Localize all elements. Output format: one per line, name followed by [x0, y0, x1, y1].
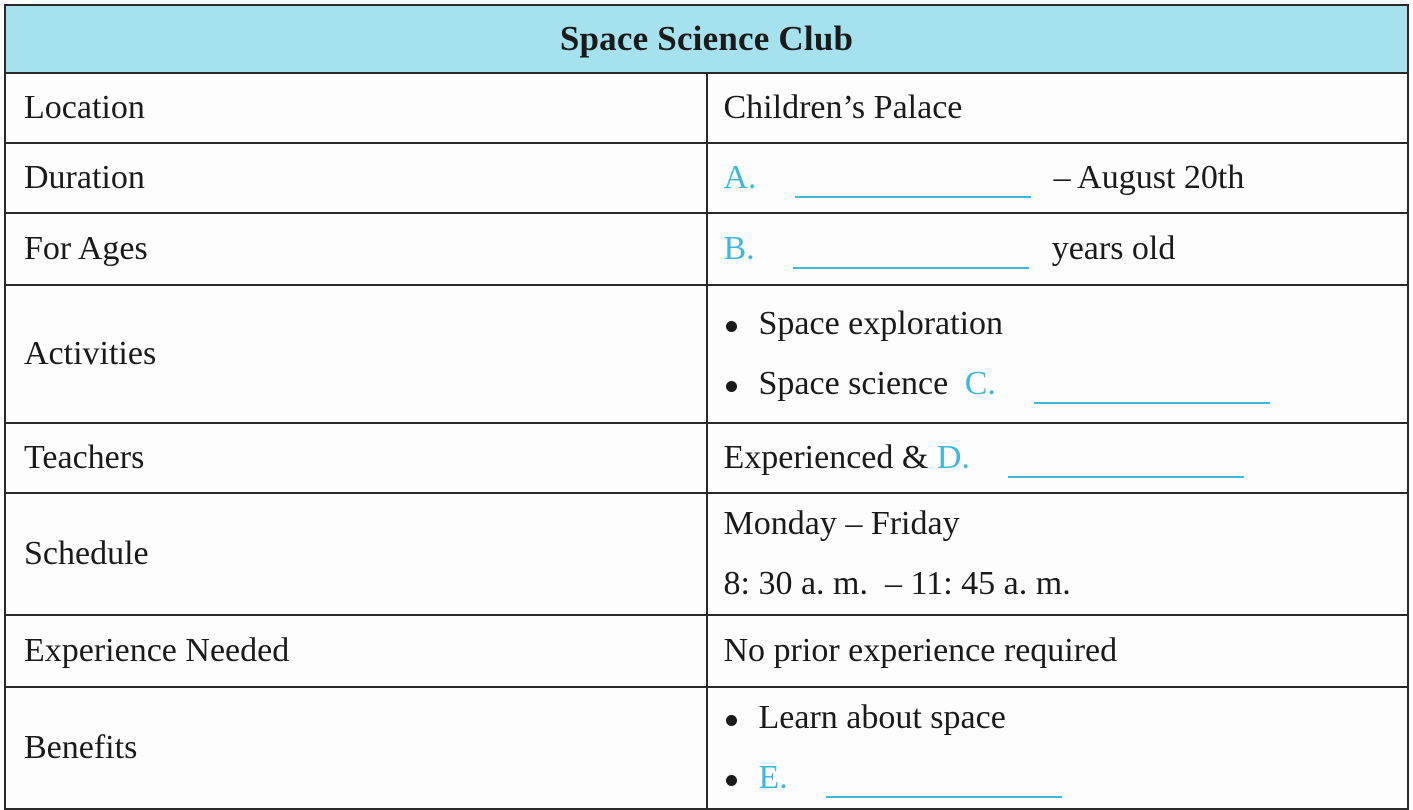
table-row-experience	[5, 615, 1408, 687]
bullet-icon	[726, 715, 737, 726]
row-value-duration	[707, 143, 1409, 213]
ages-suffix: years old	[1051, 229, 1176, 267]
list-item	[708, 354, 1408, 414]
bullet-icon	[726, 321, 737, 332]
list-item	[708, 294, 1408, 354]
blank-line-c[interactable]	[1034, 402, 1270, 404]
benefit-item-1: Learn about space	[758, 699, 1006, 736]
list-item	[708, 748, 1408, 808]
duration-suffix: – August 20th	[1053, 158, 1245, 196]
blank-line-e[interactable]	[826, 796, 1062, 798]
row-value-experience: No prior experience required	[707, 615, 1409, 687]
schedule-times: 8: 30 a. m. – 11: 45 a. m.	[723, 565, 1071, 602]
teachers-prefix: Experienced &	[723, 438, 929, 476]
blank-marker-d: D.	[936, 438, 970, 476]
list-item	[708, 688, 1408, 748]
activity-item-1: Space exploration	[758, 305, 1004, 342]
blank-marker-b: B.	[723, 229, 755, 267]
table-row-ages	[5, 213, 1408, 285]
row-label-duration: Duration	[5, 143, 707, 213]
row-label-location: Location	[5, 73, 707, 143]
row-label-schedule: Schedule	[5, 493, 707, 615]
activity-item-2: Space science	[758, 365, 949, 402]
table-title: Space Science Club	[5, 5, 1408, 73]
row-label-ages: For Ages	[5, 213, 707, 285]
row-label-experience: Experience Needed	[5, 615, 707, 687]
row-label-benefits: Benefits	[5, 687, 707, 809]
row-value-ages	[707, 213, 1409, 285]
blank-line-d[interactable]	[1008, 476, 1244, 478]
blank-line-b[interactable]	[793, 267, 1029, 269]
table-row-activities	[5, 285, 1408, 423]
row-value-activities	[707, 285, 1409, 423]
row-value-location: Children’s Palace	[707, 73, 1409, 143]
bullet-icon	[726, 775, 737, 786]
table-row-location	[5, 73, 1408, 143]
row-label-activities: Activities	[5, 285, 707, 423]
table-row-teachers	[5, 423, 1408, 493]
row-value-benefits	[707, 687, 1409, 809]
blank-marker-c: C.	[964, 365, 996, 402]
table-row-duration	[5, 143, 1408, 213]
row-value-teachers	[707, 423, 1409, 493]
table-row-benefits	[5, 687, 1408, 809]
row-value-schedule	[707, 493, 1409, 615]
table-row-schedule	[5, 493, 1408, 615]
blank-marker-e: E.	[758, 759, 788, 796]
schedule-days: Monday – Friday	[723, 505, 960, 542]
blank-line-a[interactable]	[795, 196, 1031, 198]
blank-marker-a: A.	[723, 158, 757, 196]
bullet-icon	[726, 381, 737, 392]
row-label-teachers: Teachers	[5, 423, 707, 493]
club-info-table	[4, 4, 1409, 810]
